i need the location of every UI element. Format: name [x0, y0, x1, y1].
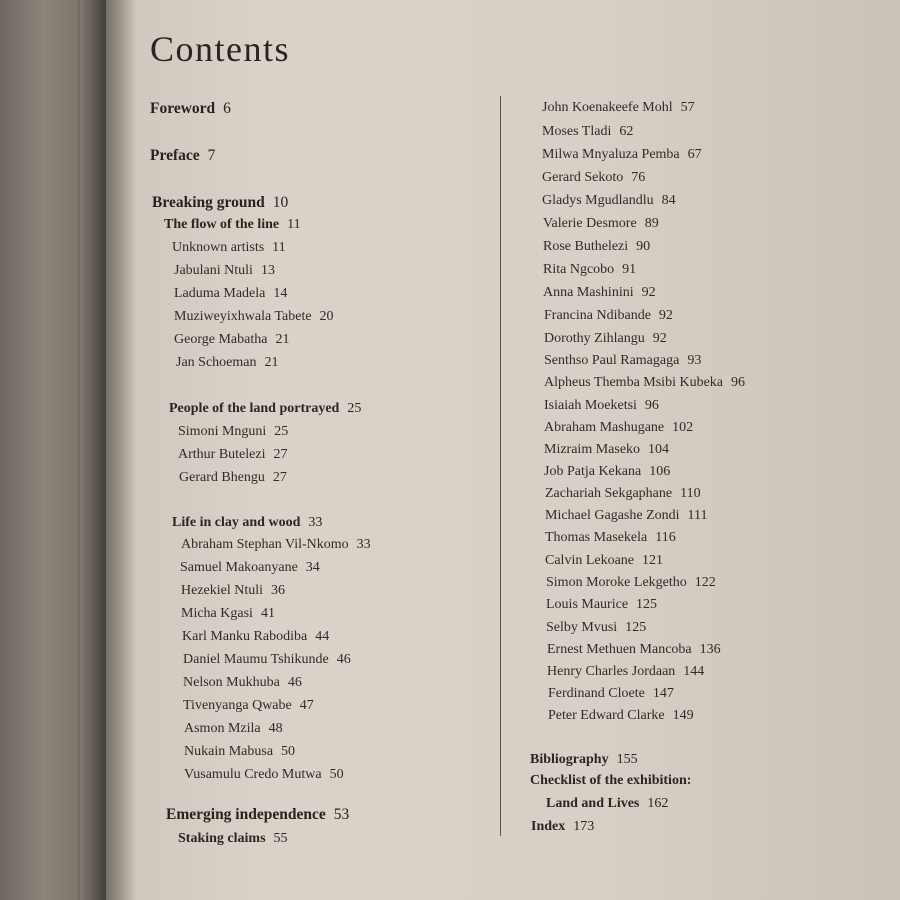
toc-entry-title: Isiaiah Moeketsi	[544, 398, 637, 413]
toc-entry-title: Abraham Mashugane	[544, 420, 665, 435]
toc-entry-title: John Koenakeefe Mohl	[542, 100, 673, 115]
toc-page-number: 33	[356, 537, 371, 552]
toc-page-number: 110	[680, 486, 701, 501]
toc-entry	[184, 744, 295, 760]
toc-page-number: 96	[731, 375, 745, 390]
toc-entry	[544, 353, 701, 369]
toc-entry-title: Micha Kgasi	[181, 606, 253, 621]
toc-page-number: 92	[658, 308, 673, 323]
toc-page-number: 27	[273, 447, 288, 462]
toc-entry	[544, 442, 669, 458]
toc-page-number: 48	[268, 721, 283, 736]
toc-page-number: 6	[223, 100, 231, 117]
toc-entry	[543, 239, 650, 255]
toc-entry-title: Nelson Mukhuba	[183, 675, 280, 690]
toc-entry-title: Thomas Masekela	[545, 530, 648, 545]
toc-page-number: 144	[683, 664, 705, 679]
toc-entry-title: Simoni Mnguni	[178, 424, 267, 439]
toc-entry-title: Senthso Paul Ramagaga	[544, 353, 680, 368]
toc-entry	[544, 331, 667, 347]
toc-entry-title: The flow of the line	[164, 217, 280, 232]
toc-entry-title: Milwa Mnyaluza Pemba	[542, 147, 680, 162]
toc-entry-title: Simon Moroke Lekgetho	[546, 575, 687, 590]
toc-page-number: 90	[636, 239, 651, 254]
toc-page-number: 155	[616, 752, 638, 767]
column-divider	[500, 96, 501, 836]
toc-entry-title: Unknown artists	[172, 240, 265, 255]
toc-page-number: 11	[287, 217, 301, 232]
toc-entry-title: Mizraim Maseko	[544, 442, 641, 457]
toc-entry	[544, 420, 693, 436]
toc-entry	[164, 217, 301, 233]
toc-entry-title: Hezekiel Ntuli	[181, 583, 264, 598]
toc-page-number: 121	[642, 553, 664, 568]
toc-page-number: 96	[644, 398, 659, 413]
facing-page-edge	[78, 0, 82, 900]
toc-entry	[548, 686, 674, 702]
toc-page-number: 25	[347, 401, 362, 416]
toc-entry	[545, 553, 663, 569]
toc-page-number: 46	[336, 652, 351, 667]
toc-entry	[180, 560, 320, 576]
toc-entry	[542, 170, 645, 186]
toc-page-number: 11	[272, 240, 286, 255]
toc-entry-title: Samuel Makoanyane	[180, 560, 298, 575]
toc-entry	[184, 767, 344, 783]
contents-page	[106, 0, 900, 900]
toc-entry-title: Henry Charles Jordaan	[547, 664, 676, 679]
toc-entry	[531, 819, 594, 835]
toc-entry-title: Life in clay and wood	[172, 515, 301, 530]
toc-entry	[544, 398, 659, 414]
toc-page-number: 36	[271, 583, 286, 598]
toc-page-number: 27	[272, 470, 287, 485]
toc-entry-title: Arthur Butelezi	[178, 447, 266, 462]
toc-entry-title: Tivenyanga Qwabe	[183, 698, 292, 713]
toc-page-number: 106	[649, 464, 671, 479]
toc-page-number: 173	[573, 819, 595, 834]
toc-entry	[546, 597, 657, 613]
toc-entry	[530, 752, 638, 768]
toc-entry	[182, 629, 329, 645]
toc-entry	[545, 508, 707, 524]
toc-entry-title: Dorothy Zihlangu	[544, 331, 645, 346]
toc-page-number: 41	[260, 606, 275, 621]
toc-entry-title: Vusamulu Credo Mutwa	[184, 767, 322, 782]
toc-entry-title: Foreword	[150, 100, 216, 117]
toc-entry-title: Calvin Lekoane	[545, 553, 635, 568]
toc-entry-title: Daniel Maumu Tshikunde	[183, 652, 329, 667]
toc-entry-title: Index	[531, 819, 566, 834]
toc-entry-title: Bibliography	[530, 752, 609, 767]
toc-page-number: 21	[264, 355, 279, 370]
toc-entry	[183, 675, 302, 691]
toc-entry	[150, 147, 215, 165]
toc-page-number: 93	[687, 353, 702, 368]
toc-page-number: 84	[661, 193, 676, 208]
toc-entry	[548, 708, 694, 724]
toc-page-number: 91	[622, 262, 637, 277]
toc-entry	[544, 464, 670, 480]
toc-page-number: 67	[687, 147, 702, 162]
toc-page-number: 33	[308, 515, 323, 530]
toc-entry-title: Gerard Bhengu	[179, 470, 265, 485]
toc-entry-title: George Mabatha	[174, 332, 268, 347]
toc-entry	[545, 486, 701, 502]
toc-entry-title: Land and Lives	[546, 796, 640, 811]
toc-entry	[183, 698, 314, 714]
toc-page-number: 149	[672, 708, 694, 723]
toc-entry	[174, 263, 275, 279]
toc-entry-title: Gerard Sekoto	[542, 170, 624, 185]
page-title: Contents	[150, 29, 291, 69]
toc-entry-title: Jabulani Ntuli	[174, 263, 253, 278]
toc-entry	[181, 606, 275, 622]
toc-entry	[176, 355, 278, 371]
toc-page-number: 147	[652, 686, 674, 701]
toc-entry	[184, 721, 283, 737]
toc-entry	[546, 620, 646, 636]
toc-page-number: 122	[694, 575, 716, 590]
toc-entry-title: Rose Buthelezi	[543, 239, 629, 254]
toc-entry	[544, 375, 745, 391]
toc-entry-title: Breaking ground	[152, 194, 265, 211]
toc-entry-title: Karl Manku Rabodiba	[182, 629, 308, 644]
toc-entry-title: Checklist of the exhibition:	[530, 773, 692, 788]
toc-entry	[183, 652, 351, 668]
toc-entry	[542, 193, 676, 209]
toc-page-number: 116	[655, 530, 676, 545]
toc-entry	[150, 100, 231, 118]
toc-page-number: 47	[299, 698, 314, 713]
toc-entry-title: People of the land portrayed	[169, 401, 340, 416]
toc-entry-title: Asmon Mzila	[184, 721, 261, 736]
toc-entry	[181, 583, 285, 599]
toc-entry	[542, 147, 702, 163]
toc-entry-title: Job Patja Kekana	[544, 464, 642, 479]
toc-entry-title: Anna Mashinini	[543, 285, 634, 300]
toc-page-number: 20	[319, 309, 334, 324]
facing-page	[0, 0, 110, 900]
toc-entry	[174, 286, 287, 302]
toc-entry-title: Louis Maurice	[546, 597, 629, 612]
toc-page-number: 21	[275, 332, 290, 347]
toc-entry	[172, 515, 322, 531]
toc-entry-title: Selby Mvusi	[546, 620, 618, 635]
toc-entry-title: Ferdinand Cloete	[548, 686, 645, 701]
toc-entry-title: Laduma Madela	[174, 286, 266, 301]
toc-entry	[543, 262, 636, 278]
toc-entry-title: Emerging independence	[166, 806, 326, 823]
toc-entry	[546, 575, 716, 591]
toc-entry	[166, 806, 349, 824]
toc-entry-title: Gladys Mgudlandlu	[542, 193, 654, 208]
toc-entry	[179, 470, 287, 486]
toc-page-number: 136	[699, 642, 721, 657]
toc-entry-title: Preface	[150, 147, 200, 164]
toc-entry-title: Rita Ngcobo	[543, 262, 615, 277]
toc-page-number: 53	[333, 806, 350, 823]
toc-entry-title: Abraham Stephan Vil-Nkomo	[181, 537, 349, 552]
toc-page-number: 50	[329, 767, 344, 782]
toc-entry-title: Valerie Desmore	[543, 216, 637, 231]
toc-entry	[542, 124, 633, 140]
toc-entry	[172, 240, 286, 256]
toc-page-number: 92	[652, 331, 667, 346]
toc-entry-title: Nukain Mabusa	[184, 744, 274, 759]
toc-page-number: 34	[305, 560, 320, 575]
toc-entry	[174, 309, 334, 325]
toc-entry	[542, 100, 695, 116]
toc-entry	[543, 285, 656, 301]
toc-entry	[547, 642, 721, 658]
gutter-shadow	[106, 0, 136, 900]
toc-entry	[169, 401, 361, 417]
toc-entry-title: Jan Schoeman	[176, 355, 257, 370]
toc-page-number: 62	[619, 124, 634, 139]
toc-entry-title: Alpheus Themba Msibi Kubeka	[544, 375, 723, 390]
toc-page-number: 125	[636, 597, 658, 612]
toc-entry	[178, 831, 288, 847]
toc-entry	[178, 447, 287, 463]
toc-entry	[543, 216, 659, 232]
toc-entry-title: Moses Tladi	[542, 124, 612, 139]
toc-page-number: 44	[315, 629, 330, 644]
toc-page-number: 111	[687, 508, 708, 523]
toc-entry	[181, 537, 371, 553]
toc-entry	[545, 530, 676, 546]
toc-page-number: 125	[625, 620, 647, 635]
toc-page-number: 104	[648, 442, 670, 457]
toc-page-number: 162	[647, 796, 669, 811]
toc-page-number: 46	[287, 675, 302, 690]
toc-page-number: 10	[272, 194, 289, 211]
toc-entry	[152, 194, 288, 212]
toc-entry-title: Michael Gagashe Zondi	[545, 508, 680, 523]
toc-page-number: 92	[641, 285, 656, 300]
toc-page-number: 7	[207, 147, 216, 164]
toc-page-number: 57	[680, 100, 695, 115]
toc-page-number: 102	[672, 420, 694, 435]
toc-entry-title: Zachariah Sekgaphane	[545, 486, 673, 501]
toc-entry	[544, 308, 673, 324]
toc-entry	[546, 796, 668, 812]
toc-entry	[174, 332, 289, 348]
toc-page-number: 89	[644, 216, 659, 231]
toc-entry-title: Staking claims	[178, 831, 266, 846]
toc-entry	[530, 773, 691, 789]
toc-page-number: 25	[274, 424, 289, 439]
toc-entry	[178, 424, 288, 440]
toc-entry-title: Ernest Methuen Mancoba	[547, 642, 692, 657]
toc-page-number: 50	[281, 744, 296, 759]
toc-entry-title: Muziweyixhwala Tabete	[174, 309, 312, 324]
toc-entry	[547, 664, 704, 680]
toc-page-number: 14	[273, 286, 288, 301]
toc-page-number: 76	[631, 170, 646, 185]
toc-page-number: 13	[260, 263, 275, 278]
toc-entry-title: Peter Edward Clarke	[548, 708, 665, 723]
toc-entry-title: Francina Ndibande	[544, 308, 651, 323]
toc-page-number: 55	[273, 831, 288, 846]
